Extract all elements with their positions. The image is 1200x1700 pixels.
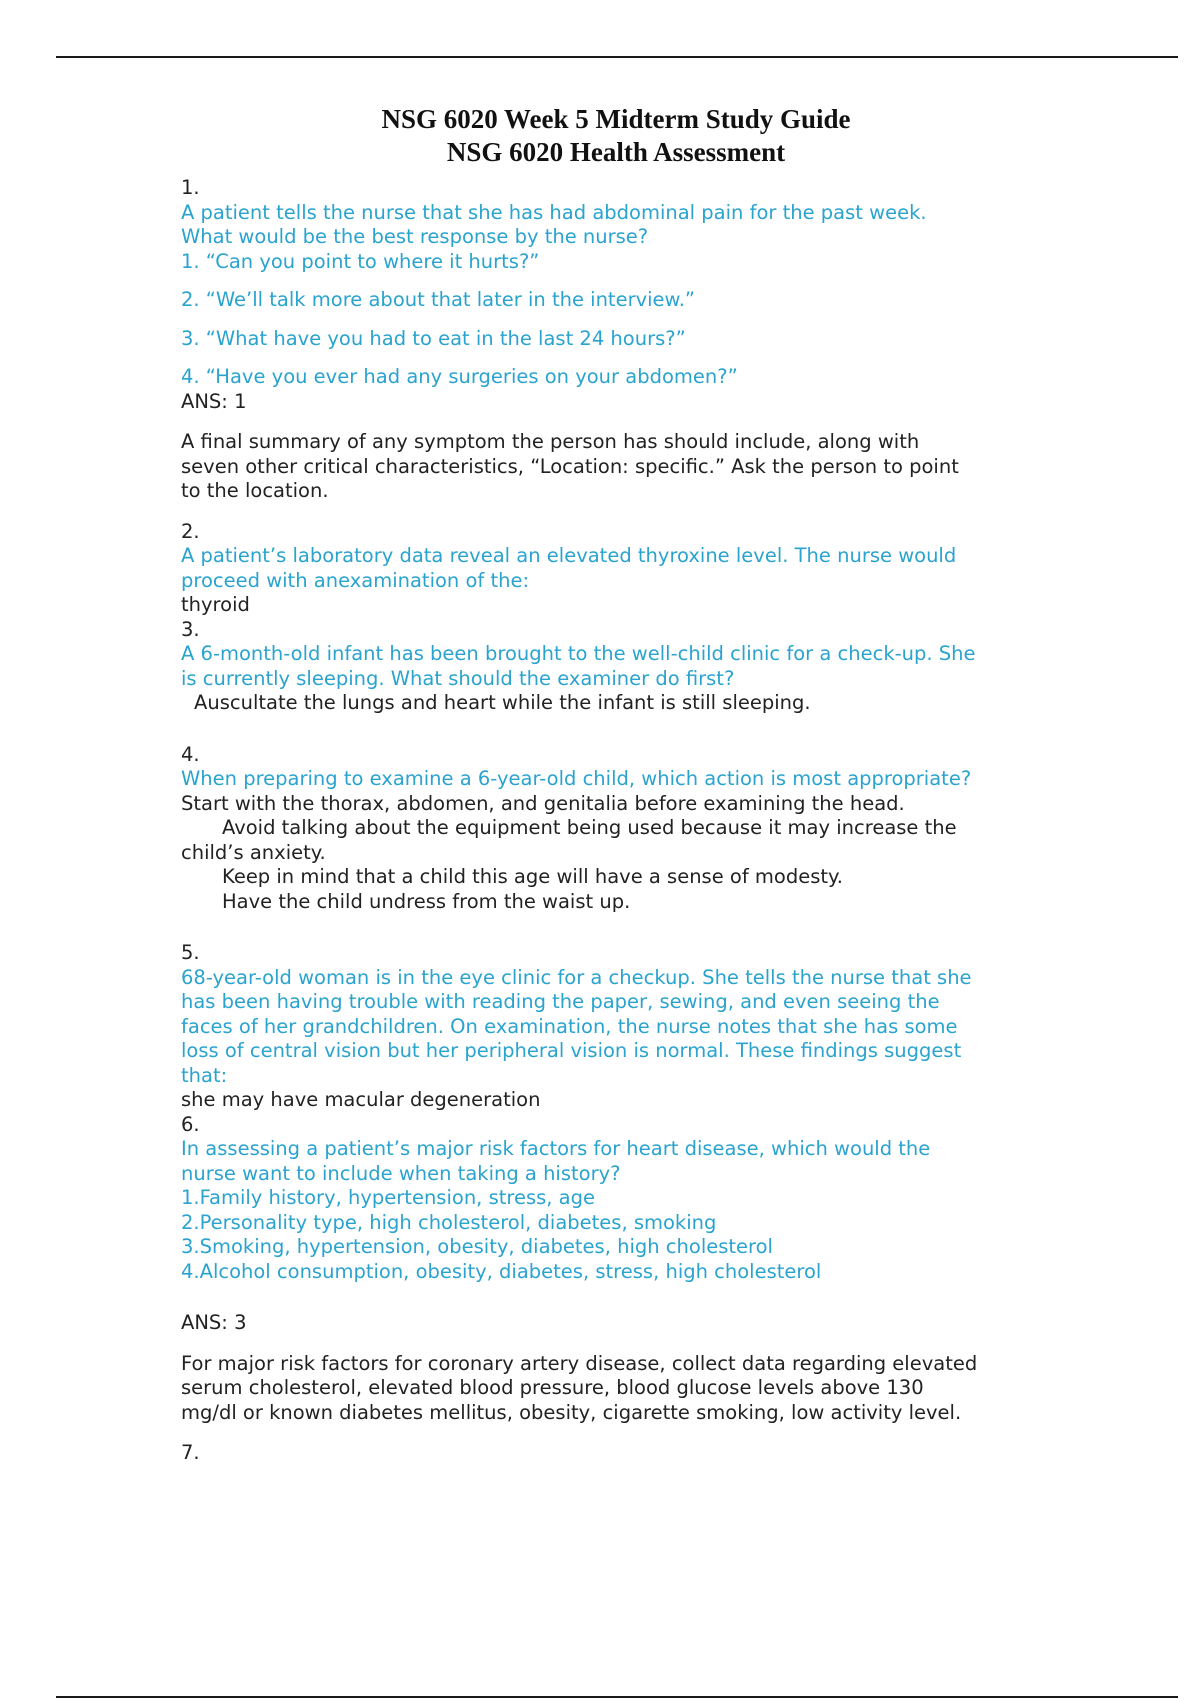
- question-6-answer: ANS: 3: [181, 1311, 247, 1334]
- question-6-rationale: serum cholesterol, elevated blood pressure, blood glucose levels above 130: [181, 1376, 924, 1399]
- question-5-stem: 68-year-old woman is in the eye clinic for a checkup. She tells the nurse that she: [181, 965, 972, 989]
- question-1-option: 4. “Have you ever had any surgeries on your abdomen?”: [181, 365, 738, 388]
- question-5-stem: has been having trouble with reading the paper, sewing, and even seeing the: [181, 990, 940, 1013]
- page-title: NSG 6020 Week 5 Midterm Study Guide: [381, 104, 851, 134]
- document-body: [181, 176, 1061, 1466]
- question-6-stem: nurse want to include when taking a history?: [181, 1161, 621, 1185]
- question-6-option: 4.Alcohol consumption, obesity, diabetes, stress, high cholesterol: [181, 1259, 822, 1283]
- question-6-rationale: mg/dl or known diabetes mellitus, obesity, cigarette smoking, low activity level.: [181, 1400, 962, 1424]
- question-4-line: child’s anxiety.: [181, 840, 326, 864]
- question-3-number: 3.: [181, 617, 200, 641]
- question-4-stem: When preparing to examine a 6-year-old child, which action is most appropriate?: [181, 767, 972, 790]
- question-6-option: 2.Personality type, high cholesterol, diabetes, smoking: [181, 1210, 717, 1234]
- question-1-option: 2. “We’ll talk more about that later in the interview.”: [181, 288, 695, 311]
- question-3-answer: Auscultate the lungs and heart while the infant is still sleeping.: [194, 691, 811, 714]
- question-1-stem: What would be the best response by the nurse?: [181, 225, 649, 248]
- question-7-number: 7.: [181, 1441, 200, 1464]
- top-rule: [56, 56, 1178, 58]
- question-4-line: Have the child undress from the waist up.: [222, 889, 631, 913]
- question-1-answer: ANS: 1: [181, 389, 247, 413]
- question-1-rationale: A final summary of any symptom the person has should include, along with: [181, 430, 920, 453]
- question-4-number: 4.: [181, 742, 200, 766]
- question-1-option: 1. “Can you point to where it hurts?”: [181, 249, 540, 273]
- question-5-answer: she may have macular degeneration: [181, 1088, 541, 1111]
- question-1-stem: A patient tells the nurse that she has had abdominal pain for the past week.: [181, 200, 927, 224]
- question-6-number: 6.: [181, 1112, 200, 1136]
- question-6-option: 3.Smoking, hypertension, obesity, diabetes, high cholesterol: [181, 1235, 773, 1258]
- question-5-number: 5.: [181, 941, 200, 964]
- question-4-line: Start with the thorax, abdomen, and genitalia before examining the head.: [181, 791, 905, 815]
- question-5-stem: that:: [181, 1063, 228, 1087]
- question-6-option: 1.Family history, hypertension, stress, age: [181, 1186, 596, 1209]
- question-4-line: Keep in mind that a child this age will have a sense of modesty.: [222, 865, 843, 888]
- question-2-stem: A patient’s laboratory data reveal an elevated thyroxine level. The nurse would: [181, 544, 957, 567]
- question-1-rationale: seven other critical characteristics, “Location: specific.” Ask the person to point: [181, 454, 959, 478]
- question-2-stem: proceed with anexamination of the:: [181, 568, 530, 592]
- question-1-rationale: to the location.: [181, 479, 329, 502]
- question-6-stem: In assessing a patient’s major risk factors for heart disease, which would the: [181, 1137, 931, 1160]
- question-1-number: 1.: [181, 176, 200, 199]
- question-5-stem: loss of central vision but her peripheral vision is normal. These findings suggest: [181, 1039, 962, 1062]
- question-3-stem: A 6-month-old infant has been brought to the well-child clinic for a check-up. She: [181, 642, 976, 665]
- question-4-line: Avoid talking about the equipment being used because it may increase the: [222, 816, 957, 839]
- question-3-stem: is currently sleeping. What should the examiner do first?: [181, 666, 735, 690]
- bottom-rule: [56, 1696, 1178, 1698]
- question-6-rationale: For major risk factors for coronary artery disease, collect data regarding elevated: [181, 1351, 978, 1375]
- question-2-number: 2.: [181, 519, 200, 543]
- question-1-option: 3. “What have you had to eat in the last 24 hours?”: [181, 326, 686, 350]
- question-5-stem: faces of her grandchildren. On examination, the nurse notes that she has some: [181, 1014, 958, 1038]
- page-subtitle: NSG 6020 Health Assessment: [446, 137, 786, 167]
- question-2-answer: thyroid: [181, 593, 250, 616]
